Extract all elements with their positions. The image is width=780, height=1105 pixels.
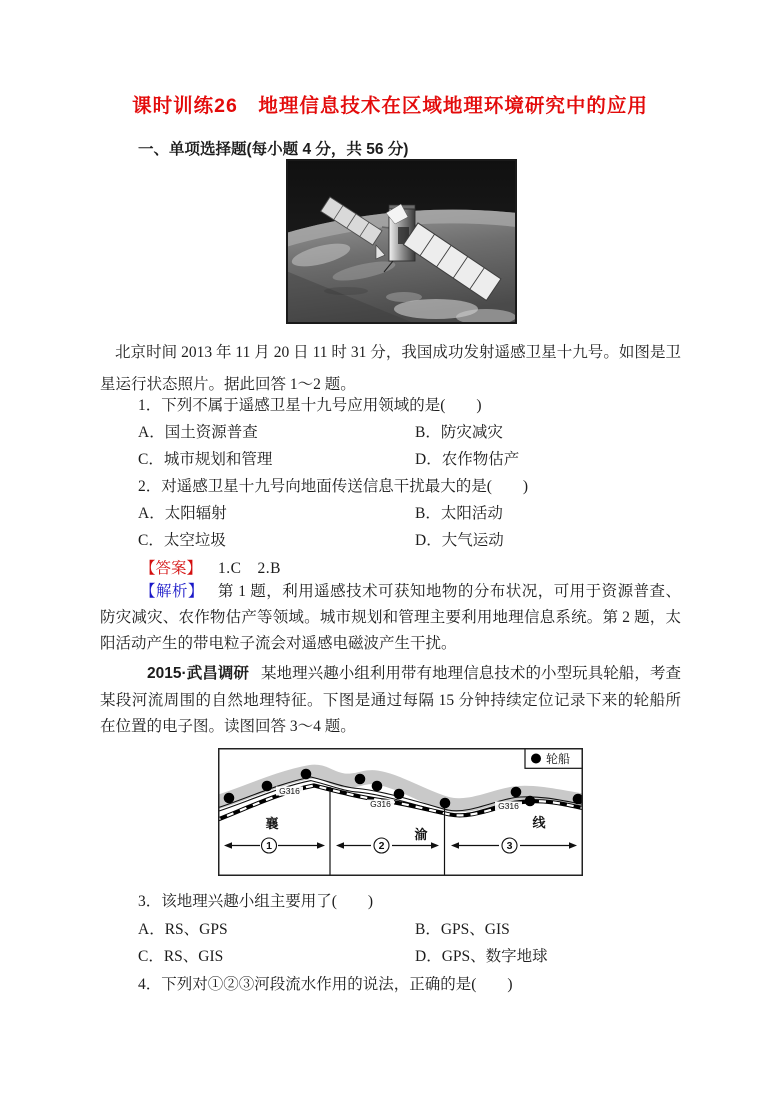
question-1-stem: 1．下列不属于遥感卫星十九号应用领域的是( ) — [138, 397, 482, 414]
option-1b: B．防灾减灾 — [415, 424, 503, 441]
ship-dot — [511, 787, 522, 798]
option-2c: C．太空垃圾 — [138, 532, 226, 549]
intro-paragraph-1: 北京时间 2013 年 11 月 20 日 11 时 31 分，我国成功发射遥感卫星十九号。如图是卫星运行状态照片。据此回答 1～2 题。 — [100, 344, 681, 393]
ship-dot — [573, 794, 583, 805]
ship-dot — [372, 781, 383, 792]
question-2-options-cd — [100, 527, 720, 554]
river-track-diagram — [218, 748, 583, 876]
satellite-photo — [286, 159, 517, 324]
option-1d: D．农作物估产 — [415, 451, 520, 468]
question-block-3-4 — [100, 888, 720, 998]
ship-dot — [301, 769, 312, 780]
section-marker-3: 3 — [506, 840, 513, 853]
source-label: 2015·武昌调研 — [147, 665, 249, 682]
option-3b: B．GPS、GIS — [415, 920, 510, 938]
question-2-options-ab — [100, 500, 720, 527]
railway-char-xian: 线 — [532, 815, 546, 830]
analysis-text: 第 1 题，利用遥感技术可获知地物的分布状况，可用于资源普查、防灾减灾、农作物估产等领域。城市规划和管理主要利用地理信息系统。第 2 题，太阳活动产生的带电粒子流会对遥感电磁波产生干扰。 — [100, 583, 681, 652]
question-2-stem: 2．对遥感卫星十九号向地面传送信息干扰最大的是( ) — [138, 478, 529, 495]
page-title: 课时训练26 地理信息技术在区域地理环境研究中的应用 — [132, 95, 648, 117]
legend-ship-dot — [531, 754, 541, 764]
section-marker-2: 2 — [378, 840, 385, 853]
option-2d: D．大气运动 — [415, 532, 504, 549]
answer-text: 1.C 2.B — [218, 560, 281, 577]
ship-dot — [525, 796, 536, 807]
ship-dot — [262, 781, 273, 792]
cloud-patch — [386, 292, 422, 302]
river-track-diagram-image — [218, 748, 583, 876]
option-2a: A．太阳辐射 — [138, 505, 227, 522]
ship-dot — [440, 798, 451, 809]
analysis-paragraph — [100, 579, 681, 657]
ship-dot — [224, 793, 235, 804]
analysis-label: 【解析】 — [140, 583, 204, 600]
road-label-1: G316 — [279, 785, 300, 796]
option-1c: C．城市规划和管理 — [138, 451, 273, 468]
section-marker-1: 1 — [266, 840, 272, 853]
question-3-options-ab — [100, 916, 720, 944]
section-heading: 一、单项选择题(每小题 4 分，共 56 分) — [138, 141, 409, 158]
legend — [525, 749, 582, 769]
intro-2-text: 某地理兴趣小组利用带有地理信息技术的小型玩具轮船，考查某段河流周围的自然地理特征。下图是通过每隔 15 分钟持续定位记录下来的轮船所在位置的电子图。读图回答 3～4 题。 — [100, 665, 681, 735]
terrain-shade — [324, 287, 368, 295]
road-label-3: G316 — [498, 800, 519, 811]
ship-dot — [394, 789, 405, 800]
question-3-options-cd — [100, 943, 720, 971]
satellite-photo-image — [286, 159, 517, 324]
question-block-1-2 — [100, 392, 720, 554]
road-label-2: G316 — [370, 798, 391, 809]
intro-paragraph-2 — [100, 661, 681, 741]
option-1a: A．国土资源普查 — [138, 424, 258, 441]
option-3a: A．RS、GPS — [138, 920, 228, 938]
legend-label: 轮船 — [546, 752, 571, 766]
option-3c: C．RS、GIS — [138, 948, 224, 965]
question-3-stem: 3．该地理兴趣小组主要用了( ) — [138, 893, 374, 910]
railway-char-xiang: 襄 — [265, 816, 279, 831]
question-1-options-cd — [100, 446, 720, 473]
option-2b: B．太阳活动 — [415, 505, 503, 522]
question-1-options-ab — [100, 419, 720, 446]
question-4-stem: 4．下列对①②③河段流水作用的说法，正确的是( ) — [138, 975, 513, 993]
railway-char-yu: 渝 — [414, 827, 428, 842]
option-3d: D．GPS、数字地球 — [415, 948, 548, 965]
ship-dot — [355, 774, 366, 785]
answer-label: 【答案】 — [140, 560, 203, 577]
